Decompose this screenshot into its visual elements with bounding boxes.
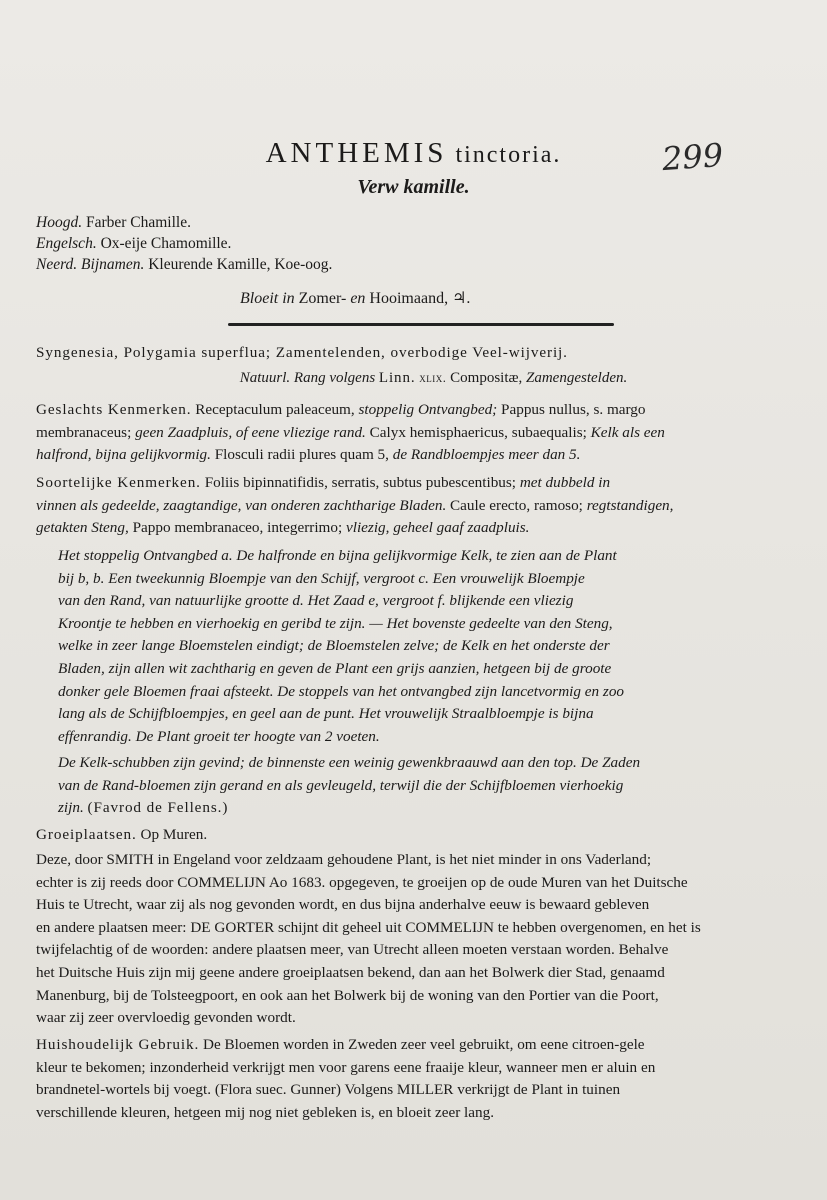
english-value: Ox-eije Chamomille. <box>100 235 232 252</box>
household-line: brandnetel-wortels bij voegt. (Flora suec. Gunner) Volgens MILLER verkrijgt de Plant in tuinen <box>36 1081 621 1099</box>
species-text-italic: vinnen als gedeelde, zaagtandige, van onderen zachtharige Bladen. <box>36 496 447 514</box>
species-text-italic: met dubbeld in <box>519 474 611 491</box>
description-line: van den Rand, van natuurlijke grootte d. Het Zaad e, vergroot f. blijkende een vliezig <box>58 592 574 610</box>
description-line: welke in zeer lange Bloemstelen eindigt; de Bloemstelen zelve; de Kelk en het onderste der <box>58 637 610 655</box>
habitat-heading: Groeiplaatsen. <box>36 826 137 843</box>
description-line: Het stoppelig Ontvangbed a. De halfronde en bijna gelijkvormige Kelk, te zien aan de Plant <box>58 547 617 564</box>
classification-line: Syngenesia, Polygamia superflua; Zamentelenden, overbodige Veel-wijverij. <box>36 344 568 361</box>
bloom-month-2: Hooimaand, <box>369 290 449 307</box>
species-text: Foliis bipinnatifidis, serratis, subtus pubescentibus; <box>204 474 517 491</box>
habitat-line: Deze, door SMITH in Engeland voor zeldzaam gehoudene Plant, is het niet minder in ons Vaderland; <box>36 851 652 868</box>
english-name-line <box>36 233 332 254</box>
habitat-line: twijfelachtig of de woorden: andere plaatsen meer, van Utrecht alleen moeten verstaan worden. Behalve <box>36 941 669 959</box>
genus-text: Receptaculum paleaceum, <box>195 401 355 418</box>
species-characters <box>36 472 804 540</box>
habitat-heading-line <box>36 824 804 847</box>
genus-name: ANTHEMIS <box>265 137 448 169</box>
plate-description <box>58 545 804 748</box>
german-value: Farber Chamille. <box>85 214 191 231</box>
species-line-2 <box>36 495 804 518</box>
dutch-plant-name: Verw kamille. <box>357 176 470 198</box>
habitat-line: waar zij zeer overvloedig gevonden wordt. <box>36 1009 296 1027</box>
habitat-line: en andere plaatsen meer: DE GORTER schijnt dit geheel uit COMMELIJN te hebben overgenomen, en het is <box>36 918 701 936</box>
description-line: Bladen, zijn allen wit zachtharig en geven de Plant een grijs aanzien, hetgeen bij de groote <box>58 659 612 677</box>
german-label: Hoogd. <box>36 214 83 231</box>
bloom-month-1: Zomer- <box>298 290 347 307</box>
genus-text-italic: stoppelig Ontvangbed; <box>358 401 498 418</box>
natural-rank-line <box>0 370 827 387</box>
bloom-italic: Bloeit in <box>240 290 295 307</box>
household-line: verschillende kleuren, hetgeen mij nog niet gebleken is, en bloeit zeer lang. <box>36 1103 494 1121</box>
page-number: 299 <box>660 135 725 179</box>
dutch-name-line <box>36 254 332 275</box>
bloom-and: en <box>350 290 366 307</box>
household-use-paragraph <box>36 1034 804 1124</box>
genus-heading: Geslachts Kenmerken. <box>36 401 192 418</box>
english-label: Engelsch. <box>36 235 97 252</box>
note-text: zijn. <box>58 799 84 817</box>
genus-text-italic: Kelk als een <box>590 423 665 441</box>
description-line: bij b, b. Een tweekunnig Bloempje van den Schijf, vergroot c. Een vrouwelijk Bloempje <box>58 569 585 587</box>
dutch-label: Neerd. Bijnamen. <box>36 256 145 273</box>
household-line: De Bloemen worden in Zweden zeer veel gebruikt, om eene citroen-gele <box>203 1036 645 1053</box>
genus-text-italic: de Randbloempjes meer dan 5. <box>392 446 581 464</box>
note-paragraph <box>58 752 804 820</box>
german-name-line <box>36 212 332 233</box>
habitat-line: echter is zij reeds door COMMELIJN Ao 1683. opgegeven, te groeijen op de oude Muren van het Duitsche <box>36 873 688 891</box>
habitat-paragraph <box>36 849 804 1030</box>
species-line-3 <box>36 517 804 540</box>
rank-compositae: Compositæ, <box>450 370 523 386</box>
genus-line-1 <box>36 399 804 422</box>
household-line: kleur te bekomen; inzonderheid verkrijgt men voor garens eene fraaije kleur, wanneer men er aluin en <box>36 1058 656 1076</box>
species-text: Caule erecto, ramoso; <box>450 496 583 514</box>
perennial-symbol: ♃. <box>452 290 471 307</box>
description-line: donker gele Bloemen fraai afsteekt. De stoppels van het ontvangbed zijn lancetvormig en zoo <box>58 682 625 700</box>
dutch-value: Kleurende Kamille, Koe-oog. <box>148 256 333 273</box>
rank-number: xlix. <box>419 371 447 385</box>
bloom-period <box>240 288 470 308</box>
note-line-last <box>58 797 804 820</box>
genus-text-italic: halfrond, bijna gelijkvormig. <box>36 446 211 464</box>
genus-characters <box>36 399 804 467</box>
note-line: De Kelk-schubben zijn gevind; de binnenste een weinig gewenkbraauwd aan den top. De Zaden <box>58 754 641 771</box>
rank-dutch: Zamengestelden. <box>526 370 628 386</box>
divider-rule <box>228 323 614 326</box>
genus-text: Pappus nullus, s. margo <box>501 401 646 418</box>
species-heading: Soortelijke Kenmerken. <box>36 474 201 491</box>
species-text-italic: getakten Steng, <box>36 519 129 537</box>
description-line: effenrandig. De Plant groeit ter hoogte van 2 voeten. <box>58 727 380 745</box>
genus-text: membranaceus; <box>36 423 132 441</box>
description-line: Kroontje te hebben en vierhoekig en geribd te zijn. — Het bovenste gedeelte van den Steng, <box>58 614 613 632</box>
habitat-line: het Duitsche Huis zijn mij geene andere groeiplaatsen bekend, dan aan het Bolwerk dier Stad, genaamd <box>36 963 665 981</box>
genus-line-2 <box>36 422 804 445</box>
rank-label: Natuurl. Rang volgens <box>239 370 376 386</box>
species-text: Pappo membranaceo, integerrimo; <box>132 519 343 537</box>
genus-text-italic: geen Zaadpluis, of eene vliezige rand. <box>135 423 366 441</box>
vernacular-names <box>36 212 332 275</box>
species-name: tinctoria. <box>455 142 562 168</box>
genus-text: Calyx hemisphaericus, subaequalis; <box>369 423 587 441</box>
habitat-line: Huis te Utrecht, waar zij als nog gevonden wordt, en dus bijna anderhalve eeuw is bewaard gebleven <box>36 896 650 914</box>
species-line-1 <box>36 472 804 495</box>
genus-line-3 <box>36 444 804 467</box>
genus-text: Flosculi radii plures quam 5, <box>214 446 389 464</box>
note-line: van de Rand-bloemen zijn gerand en als gevleugeld, terwijl die der Schijfbloemen vierhoekig <box>58 776 624 794</box>
species-text-italic: vliezig, geheel gaaf zaadpluis. <box>345 519 530 537</box>
note-author: (Favrod de Fellens.) <box>87 799 229 817</box>
household-line-1 <box>36 1034 804 1057</box>
habitat-line: Manenburg, bij de Tolsteegpoort, en ook aan het Bolwerk bij de woning van den Portier van die Poort, <box>36 986 659 1004</box>
rank-author: Linn. <box>378 370 416 386</box>
species-text-italic: regtstandigen, <box>586 496 674 514</box>
description-line: lang als de Schijfbloempjes, en geel aan de punt. Het vrouwelijk Straalbloempje is bijna <box>58 705 594 723</box>
household-heading: Huishoudelijk Gebruik. <box>36 1036 200 1053</box>
habitat-value: Op Muren. <box>140 826 208 843</box>
